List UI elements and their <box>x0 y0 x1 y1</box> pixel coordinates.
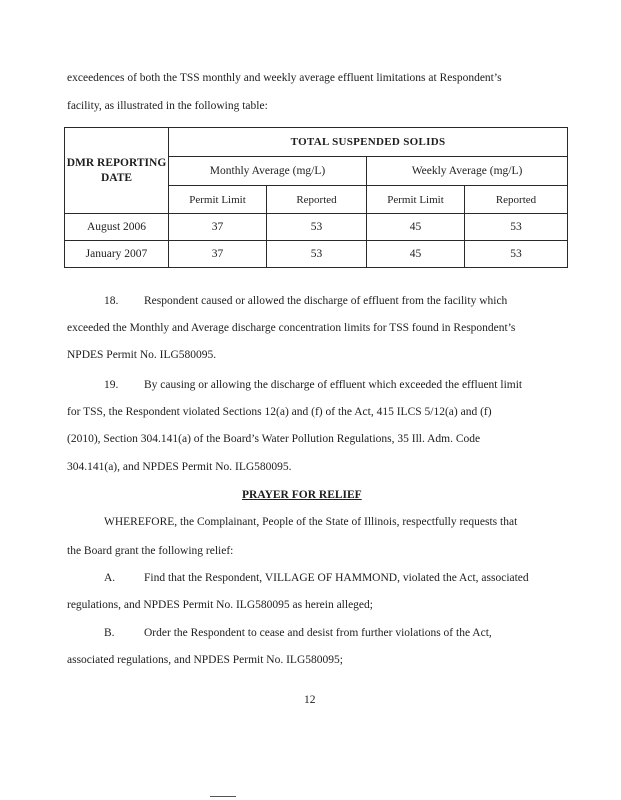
row-weekly-reported: 53 <box>465 214 568 241</box>
para-18-number: 18. <box>104 295 119 307</box>
tss-table <box>64 127 568 268</box>
monthly-permit-limit-header: Permit Limit <box>169 186 267 214</box>
para-19-line-4: 304.141(a), and NPDES Permit No. ILG580095. <box>67 461 292 473</box>
para-18-line-2: exceeded the Monthly and Average discharge concentration limits for TSS found in Respondent’s <box>67 322 516 334</box>
intro-line-1: exceedences of both the TSS monthly and weekly average effluent limitations at Respondent’s <box>67 72 502 84</box>
monthly-reported-header: Reported <box>267 186 367 214</box>
scan-mark <box>210 796 236 797</box>
relief-b-line-1: Order the Respondent to cease and desist from further violations of the Act, <box>144 627 492 639</box>
relief-b-line-2: associated regulations, and NPDES Permit No. ILG580095; <box>67 654 343 666</box>
page-number: 12 <box>304 694 316 706</box>
row-weekly-reported: 53 <box>465 241 568 268</box>
relief-a-letter: A. <box>104 572 116 584</box>
row-date: August 2006 <box>65 214 169 241</box>
wherefore-line-1: WHEREFORE, the Complainant, People of the State of Illinois, respectfully requests that <box>104 516 518 528</box>
table-row <box>65 214 568 241</box>
row-date: January 2007 <box>65 241 169 268</box>
para-18-line-3: NPDES Permit No. ILG580095. <box>67 349 217 361</box>
row-weekly-limit: 45 <box>367 214 465 241</box>
monthly-average-header: Monthly Average (mg/L) <box>169 157 367 186</box>
weekly-reported-header: Reported <box>465 186 568 214</box>
para-19-number: 19. <box>104 379 119 391</box>
row-monthly-reported: 53 <box>267 241 367 268</box>
relief-a-line-1: Find that the Respondent, VILLAGE OF HAMMOND, violated the Act, associated <box>144 572 529 584</box>
row-monthly-limit: 37 <box>169 241 267 268</box>
row-monthly-limit: 37 <box>169 214 267 241</box>
table-row <box>65 241 568 268</box>
para-18-line-1: Respondent caused or allowed the discharge of effluent from the facility which <box>144 295 508 307</box>
tss-group-header: TOTAL SUSPENDED SOLIDS <box>169 128 568 157</box>
relief-a-line-2: regulations, and NPDES Permit No. ILG580095 as herein alleged; <box>67 599 373 611</box>
weekly-permit-limit-header: Permit Limit <box>367 186 465 214</box>
dmr-reporting-date-header: DMR REPORTING DATE <box>65 128 169 214</box>
para-19-line-3: (2010), Section 304.141(a) of the Board’s Water Pollution Regulations, 35 Ill. Adm. Code <box>67 433 481 445</box>
para-19-line-2: for TSS, the Respondent violated Sections 12(a) and (f) of the Act, 415 ILCS 5/12(a) and (f) <box>67 406 492 418</box>
weekly-average-header: Weekly Average (mg/L) <box>367 157 568 186</box>
row-monthly-reported: 53 <box>267 214 367 241</box>
para-19-line-1: By causing or allowing the discharge of effluent which exceeded the effluent limit <box>144 379 523 391</box>
intro-line-2: facility, as illustrated in the following table: <box>67 100 268 112</box>
row-weekly-limit: 45 <box>367 241 465 268</box>
prayer-heading: PRAYER FOR RELIEF <box>242 489 362 501</box>
wherefore-line-2: the Board grant the following relief: <box>67 545 234 557</box>
relief-b-letter: B. <box>104 627 115 639</box>
